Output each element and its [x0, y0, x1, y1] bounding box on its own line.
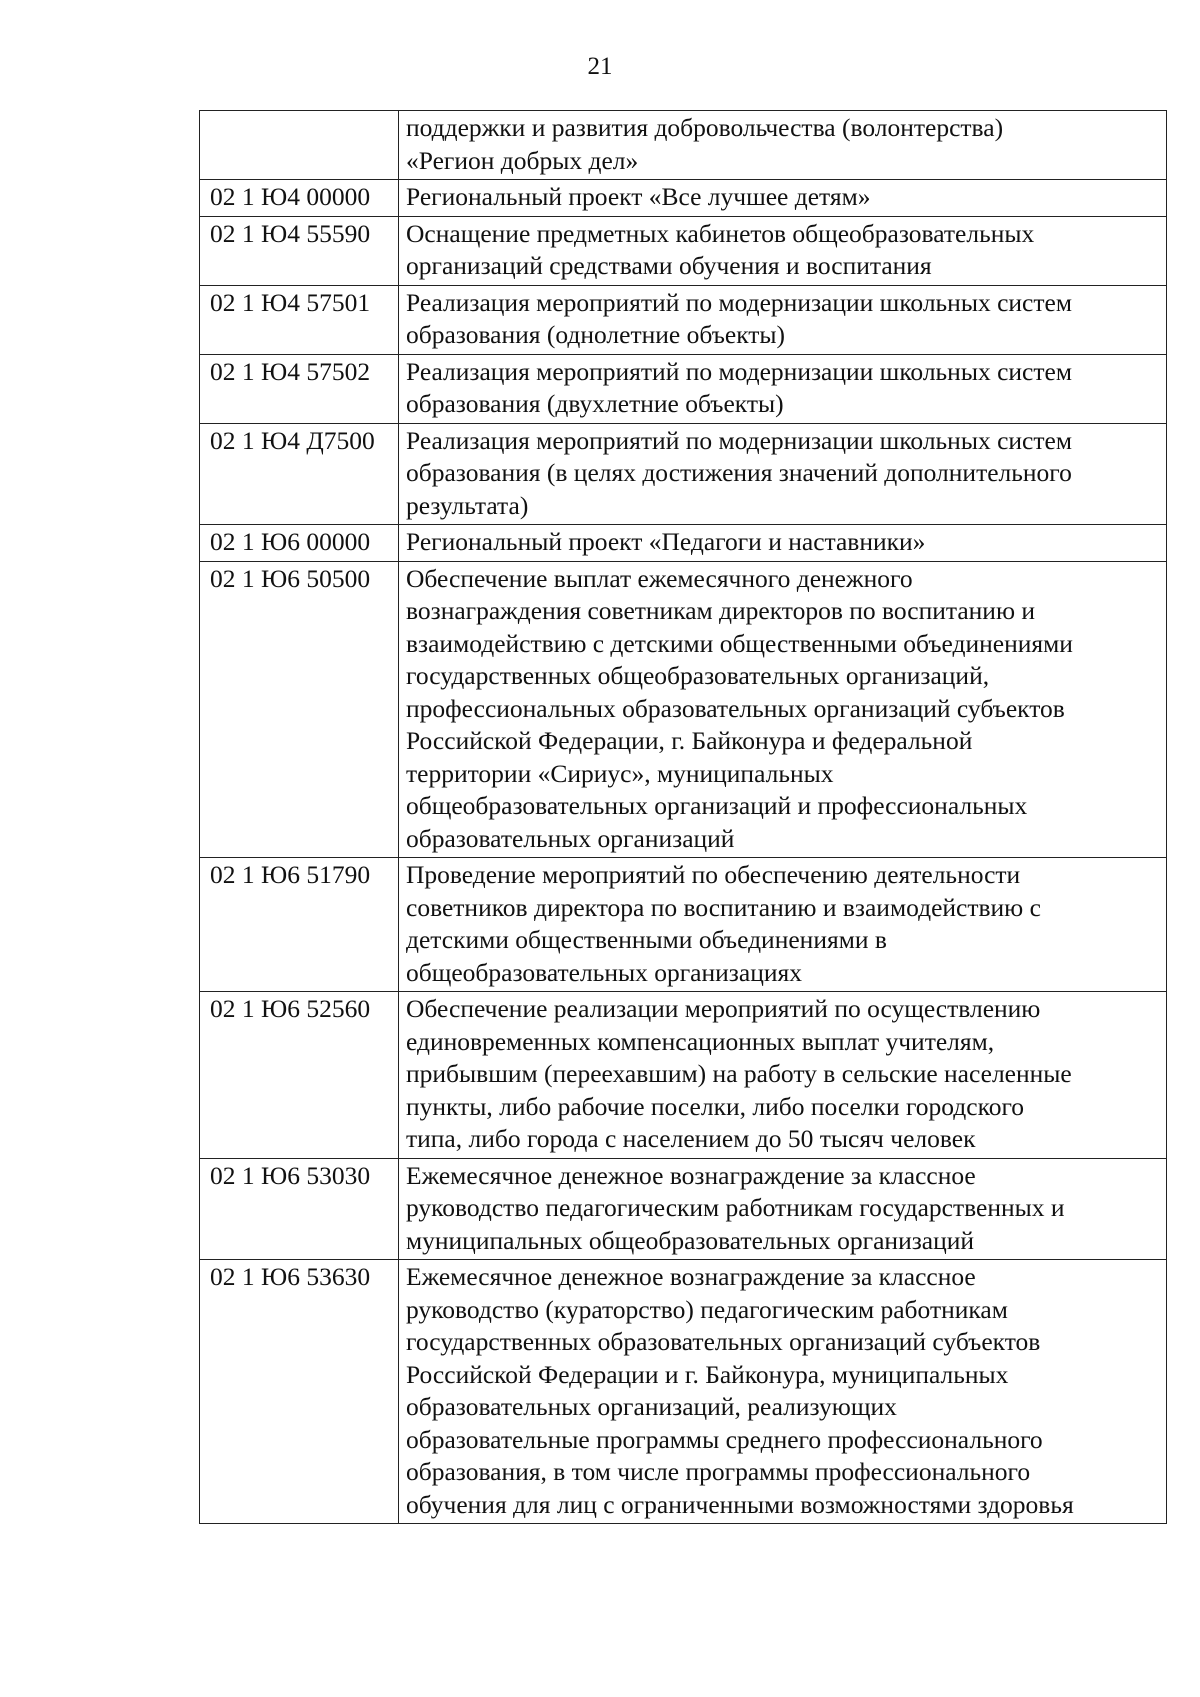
description-line: Ежемесячное денежное вознаграждение за классное [406, 1160, 976, 1190]
code-cell: 02 1 Ю6 51790 [200, 858, 399, 992]
table-row [200, 992, 1167, 1159]
table-row [200, 561, 1167, 858]
description-cell [399, 1158, 1167, 1260]
code-cell: 02 1 Ю4 57502 [200, 354, 399, 423]
description-cell [399, 111, 1167, 180]
table-row [200, 216, 1167, 285]
description-line: образовательные программы среднего профессионального [406, 1424, 1043, 1454]
description-line: руководство педагогическим работникам государственных и [406, 1193, 1065, 1222]
code-cell: 02 1 Ю6 50500 [200, 561, 399, 858]
description-line: «Регион добрых дел» [406, 145, 639, 175]
description-line: организаций средствами обучения и воспитания [406, 251, 932, 280]
description-line: результата) [406, 490, 529, 520]
table-row [200, 180, 1167, 217]
code-cell: 02 1 Ю6 53630 [200, 1260, 399, 1524]
description-line: образования (в целях достижения значений дополнительного [406, 458, 1072, 487]
description-line: общеобразовательных организаций и профессиональных [406, 791, 1028, 820]
code-cell: 02 1 Ю6 53030 [200, 1158, 399, 1260]
description-line: Реализация мероприятий по модернизации школьных систем [406, 425, 1072, 455]
description-line: единовременных компенсационных выплат учителям, [406, 1026, 995, 1056]
table-row [200, 525, 1167, 562]
description-line: государственных образовательных организаций субъектов [406, 1327, 1041, 1356]
description-cell [399, 180, 1167, 217]
code-cell [200, 111, 399, 180]
code-cell: 02 1 Ю4 00000 [200, 180, 399, 217]
page-number: 21 [587, 53, 613, 80]
description-line: Реализация мероприятий по модернизации школьных систем [406, 356, 1072, 386]
code-cell: 02 1 Ю4 57501 [200, 285, 399, 354]
description-line: профессиональных образовательных организаций субъектов [406, 693, 1065, 723]
table-row [200, 858, 1167, 992]
description-cell [399, 216, 1167, 285]
table-row [200, 423, 1167, 525]
table-row [200, 354, 1167, 423]
description-cell [399, 285, 1167, 354]
description-line: общеобразовательных организациях [406, 957, 802, 987]
table-row [200, 111, 1167, 180]
description-line: Ежемесячное денежное вознаграждение за классное [406, 1262, 976, 1291]
description-line: государственных общеобразовательных организаций, [406, 661, 990, 690]
description-cell [399, 423, 1167, 525]
description-cell [399, 354, 1167, 423]
description-line: детскими общественными объединениями в [406, 925, 887, 954]
description-cell [399, 1260, 1167, 1524]
description-line: территории «Сириус», муниципальных [406, 758, 834, 788]
description-line: образования, в том числе программы профессионального [406, 1457, 1031, 1486]
description-cell [399, 858, 1167, 992]
description-line: образования (однолетние объекты) [406, 320, 786, 349]
table-body [200, 111, 1167, 1524]
description-cell [399, 992, 1167, 1159]
description-line: Обеспечение реализации мероприятий по осуществлению [406, 994, 1041, 1023]
description-line: поддержки и развития добровольчества (волонтерства) [406, 113, 1004, 142]
description-line: взаимодействию с детскими общественными объединениями [406, 628, 1073, 658]
description-line: Оснащение предметных кабинетов общеобразовательных [406, 218, 1035, 248]
code-cell: 02 1 Ю6 52560 [200, 992, 399, 1159]
code-cell: 02 1 Ю4 55590 [200, 216, 399, 285]
description-line: советников директора по воспитанию и взаимодействию с [406, 892, 1041, 922]
description-line: типа, либо города с населением до 50 тысяч человек [406, 1124, 976, 1153]
table-row [200, 285, 1167, 354]
description-line: образовательных организаций [406, 823, 735, 853]
code-cell: 02 1 Ю6 00000 [200, 525, 399, 562]
budget-classification-table [199, 110, 1167, 1524]
description-line: Обеспечение выплат ежемесячного денежного [406, 563, 913, 593]
description-line: Региональный проект «Все лучшее детям» [406, 182, 871, 211]
description-line: вознаграждения советникам директоров по воспитанию и [406, 596, 1036, 625]
description-line: Проведение мероприятий по обеспечению деятельности [406, 860, 1021, 889]
description-line: пункты, либо рабочие поселки, либо поселки городского [406, 1091, 1025, 1121]
table-row [200, 1158, 1167, 1260]
description-line: обучения для лиц с ограниченными возможностями здоровья [406, 1489, 1074, 1519]
code-cell: 02 1 Ю4 Д7500 [200, 423, 399, 525]
description-line: муниципальных общеобразовательных организаций [406, 1225, 975, 1255]
description-line: Реализация мероприятий по модернизации школьных систем [406, 287, 1072, 317]
description-cell [399, 525, 1167, 562]
description-line: Российской Федерации, г. Байконура и федеральной [406, 726, 973, 755]
description-line: образования (двухлетние объекты) [406, 389, 784, 418]
description-cell [399, 561, 1167, 858]
table-row [200, 1260, 1167, 1524]
description-line: Российской Федерации и г. Байконура, муниципальных [406, 1359, 1009, 1389]
description-line: прибывшим (переехавшим) на работу в сельские населенные [406, 1059, 1072, 1088]
description-line: Региональный проект «Педагоги и наставники» [406, 527, 926, 556]
description-line: руководство (кураторство) педагогическим работникам [406, 1294, 1008, 1324]
description-line: образовательных организаций, реализующих [406, 1392, 897, 1421]
